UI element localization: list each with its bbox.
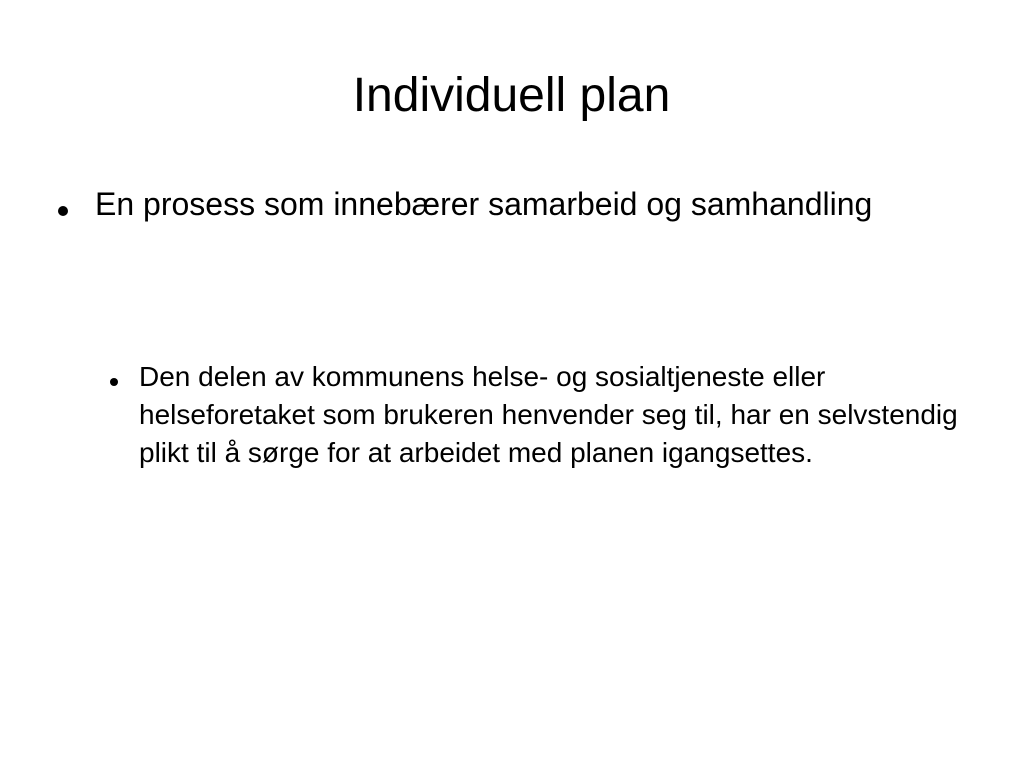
slide-title: Individuell plan xyxy=(352,69,671,122)
bullet-text: En prosess som innebærer samarbeid og samhandling xyxy=(95,186,873,222)
bullet-dot-icon xyxy=(110,378,118,386)
bullet-text: Den delen av kommunens helse- og sosialtjeneste eller helseforetaket som brukeren henvender seg til, har en selvstendig plikt til å sørge for at arbeidet med planen igangsettes. xyxy=(139,361,958,468)
bullet-dot-icon xyxy=(58,206,68,216)
